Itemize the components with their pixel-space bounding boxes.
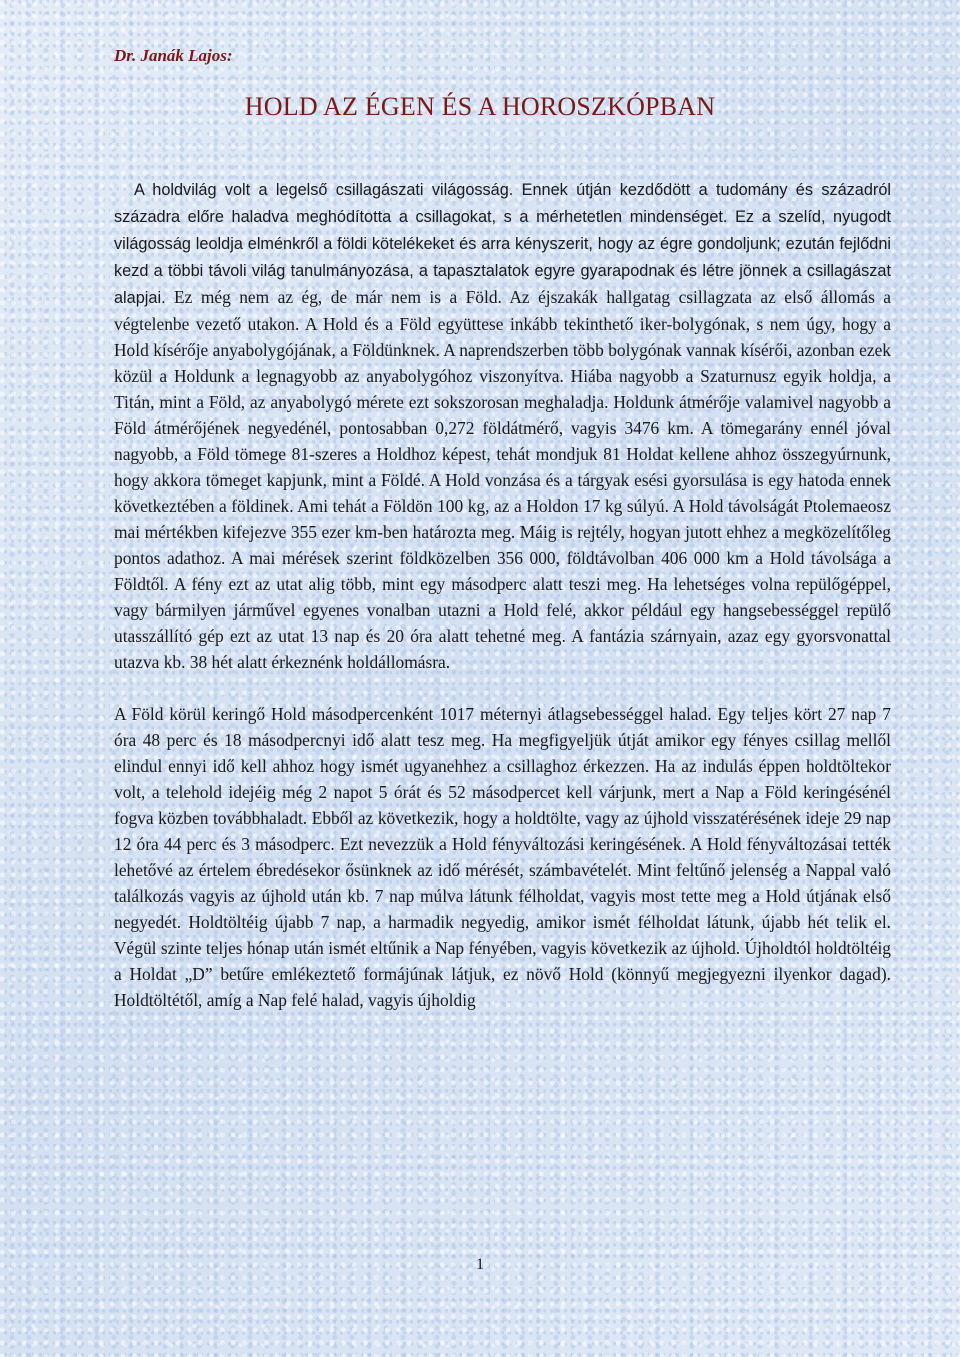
page-number: 1 <box>476 1256 484 1273</box>
author-name: Dr. Janák Lajos: <box>114 46 233 65</box>
document-title: HOLD AZ ÉGEN ÉS A HOROSZKÓPBAN <box>244 92 716 121</box>
paragraph-1-rest: Ez még nem az ég, de már nem is a Föld. Az éjszakák hallgatag csillagzata az első állomás a végtelenbe vezető utakon. A Hold és a Föld együttese inkább tekinthető iker-bolygónak, s nem úgy, hogy a Hold kísérője anyabolygójának, a Földünknek. A naprendszerben több bolygónak vannak kísérői, azonban ezek közül a Holdunk a legnagyobb az anyabolygóhoz viszonyítva. Hiába nagyobb a Szaturnusz egyik holdja, a Titán, mint a Föld, az anyabolygó mérete ezt sokszorosan meghaladja. Holdunk átmérője valamivel nagyobb a Föld átmérőjének negyedénél, pontosabban 0,272 földátmérő, vagyis 3476 km. A tömegarány ennél jóval nagyobb, a Föld tömege 81-szeres a Holdhoz képest, tehát mondjuk 81 Holdat kellene ahhoz összegyúrnunk, hogy akkora tömeget kapjunk, mint a Földé. A Hold vonzása és a tárgyak esési gyorsulása is egy hatoda ennek következtében a földinek. Ami tehát a Földön 100 kg, az a Holdon 17 kg súlyú. A Hold távolságát Ptolemaeosz mai mértékben kifejezve 355 ezer km-ben határozta meg. Máig is rejtély, hogyan jutott ehhez a megközelítőleg pontos adathoz. A mai mérések szerint földközelben 356 000, földtávolban 406 000 km a Hold távolsága a Földtől. A fény ezt az utat alig több, mint egy másodperc alatt teszi meg. Ha lehetséges volna repülőgéppel, vagy bármilyen járművel egyenes vonalban utazni a Hold felé, akkor például egy hangsebességgel repülő utasszállító gép ezt az utat 13 nap és 20 óra alatt tehetné meg. A fantázia szárnyain, azaz egy gyorsvonattal utazva kb. 38 hét alatt érkeznénk holdállomásra. <box>114 287 891 672</box>
paragraph-1 <box>114 176 891 675</box>
paragraph-1-intro: A holdvilág volt a legelső csillagászati világosság. Ennek útján kezdődött a tudomány és századról századra előre haladva meghódította a csillagokat, s a mérhetetlen mindenséget. Ez a szelíd, nyugodt világosság leoldja elménkről a földi kötelékeket és arra kényszerit, hogy az égre gondoljunk; ezután fejlődni kezd a többi távoli világ tanulmányozása, a tapasztalatok egyre gyarapodnak és létre jönnek a csillagászat alapjai. <box>114 181 891 307</box>
paragraph-2: A Föld körül keringő Hold másodpercenként 1017 méternyi átlagsebességgel halad. Egy teljes kört 27 nap 7 óra 48 perc és 18 másodpercnyi idő alatt tesz meg. Ha megfigyeljük útját amikor egy fényes csillag mellől elindul ennyi idő kell ahhoz hogy ismét ugyanehhez a csillaghoz érkezzen. Ha az indulás éppen holdtöltekor volt, a telehold idejéig még 2 napot 5 órát és 52 másodpercet kell várjunk, mert a Nap a Föld keringésénél fogva közben továbbhaladt. Ebből az következik, hogy a holdtölte, vagy az újhold visszatérésének ideje 29 nap 12 óra 44 perc és 3 másodperc. Ezt nevezzük a Hold fényváltozási keringésének. A Hold fényváltozásai tették lehetővé az értelem ébredésekor ősünknek az idő mérését, számbavételét. Mint feltűnő jelenség a Nappal való találkozás vagyis az újhold után kb. 7 nap múlva látunk félholdat, vagyis most tette meg a Hold útjának első negyedét. Holdtöltéig újabb 7 nap, a harmadik negyedig, amikor ismét félholdat látunk, újabb hét telik el. Végül szinte teljes hónap után ismét eltűnik a Nap fényében, vagyis következik az újhold. Újholdtól holdtöltéig a Holdat „D” betűre emlékeztető formájúnak látjuk, ez növő Hold (könnyű megjegyezni ilyenkor dagad). Holdtöltétől, amíg a Nap felé halad, vagyis újholdig <box>114 704 891 1010</box>
document-body <box>114 176 891 1013</box>
